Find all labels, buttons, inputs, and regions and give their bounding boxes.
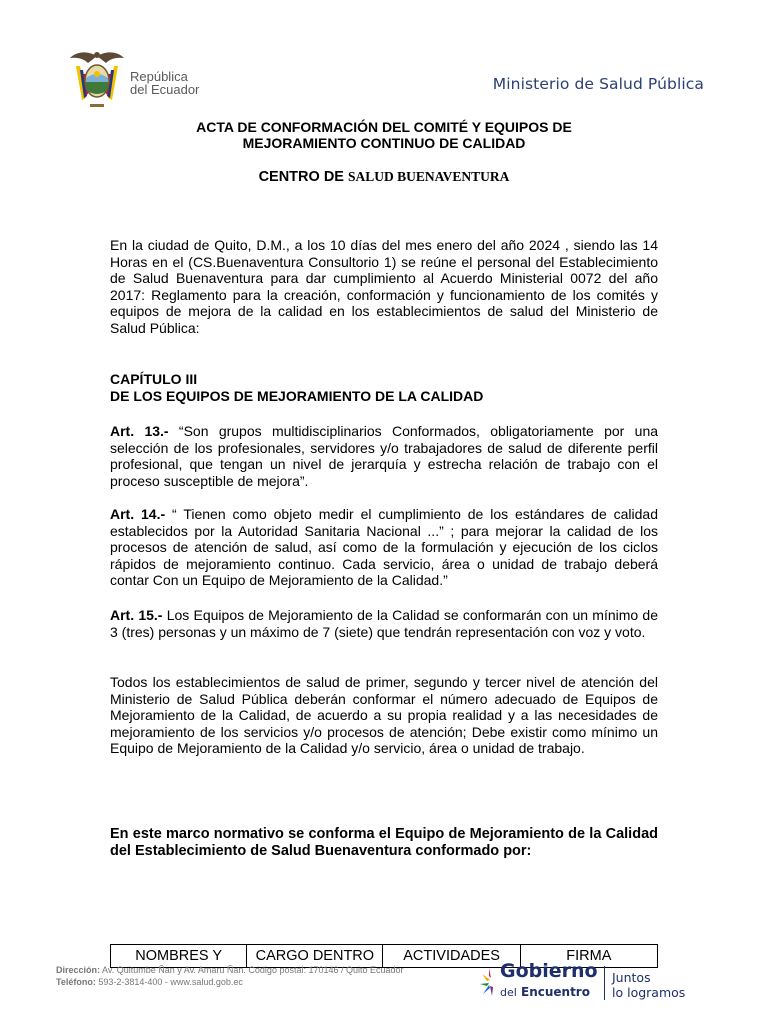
intro-paragraph: En la ciudad de Quito, D.M., a los 10 días del mes enero del año 2024 , siendo las 14 Horas en el (CS.Buenaventura Consultorio 1) se reúne el personal del Establecimiento de Salud Buenaventura para dar cumplimiento al Acuerdo Ministerial 0072 del año 2017: Reglamento para la creación, conformación y funcionamiento de los comités y equipos de mejora de la calidad en los establecimientos de salud del Ministerio de Salud Pública: <box>110 237 658 336</box>
footer-address: Dirección: Av. Quitumbe Ñan y Av. Amaru Ñan. Código postal: 170146 / Quito Ecuador Teléfono: 593-2-3814-400 - www.salud.gob.ec <box>56 965 404 987</box>
table-header-cell: CARGO DENTRO <box>247 945 383 968</box>
document-title: ACTA DE CONFORMACIÓN DEL COMITÉ Y EQUIPOS DE MEJORAMIENTO CONTINUO DE CALIDAD <box>196 119 572 151</box>
logo-divider <box>604 966 605 1000</box>
republica-text: República del Ecuador <box>130 69 200 97</box>
gobierno-word: Gobierno <box>500 960 598 982</box>
article-13: Art. 13.- “Son grupos multidisciplinarios Conformados, obligatoriamente por una selección de los profesionales, servidores y/o trabajadores de salud de diferente perfil profesional, que tengan un nivel de jerarquía y estrecha relación de trabajo con el proceso susceptible de mejora”. <box>110 423 659 489</box>
marco-paragraph: En este marco normativo se conforma el Equipo de Mejoramiento de la Calidad del Establecimiento de Salud Buenaventura conformado por: <box>110 826 658 859</box>
article-15: Art. 15.- Los Equipos de Mejoramiento de la Calidad se conformarán con un mínimo de 3 (tres) personas y un máximo de 7 (siete) que tendrán representación con voz y voto. <box>110 607 658 640</box>
coat-of-arms-icon <box>68 48 126 110</box>
gobierno-subtitle: del Encuentro <box>500 985 590 999</box>
article-14: Art. 14.- “ Tienen como objeto medir el cumplimiento de los estándares de calidad establecidos por la Autoridad Sanitaria Nacional ...” ; para mejorar la calidad de los procesos de atención de salud, así como de la formulación y ejecución de los ciclos rápidos de mejoramiento continuo. Cada servicio, área o unidad de trabajo deberá contar Con un Equipo de Mejoramiento de la Calidad.” <box>110 506 659 589</box>
gobierno-star-icon <box>478 966 500 1000</box>
table-header-cell: NOMBRES Y <box>111 945 247 968</box>
ministry-name: Ministerio de Salud Pública <box>492 75 704 93</box>
todos-paragraph: Todos los establecimientos de salud de primer, segundo y tercer nivel de atención del Ministerio de Salud Pública deberán conformar el número adecuado de Equipos de Mejoramiento de la Calidad, de acuerdo a su propia realidad y a las necesidades de mejoramiento de los servicios y/o procesos de atención; Debe existir como mínimo un Equipo de Mejoramiento de la Calidad y/o servicio, área o unidad de trabajo. <box>110 674 658 757</box>
letterhead <box>66 48 706 112</box>
gobierno-logo <box>478 952 708 1008</box>
juntos-slogan: Juntos lo logramos <box>612 970 686 1000</box>
table-header-cell: FIRMA <box>520 945 657 968</box>
centro-title: CENTRO DE SALUD BUENAVENTURA <box>258 169 510 185</box>
table-header-cell: ACTIVIDADES <box>383 945 520 968</box>
chapter-heading: CAPÍTULO III DE LOS EQUIPOS DE MEJORAMIENTO DE LA CALIDAD <box>110 371 484 404</box>
